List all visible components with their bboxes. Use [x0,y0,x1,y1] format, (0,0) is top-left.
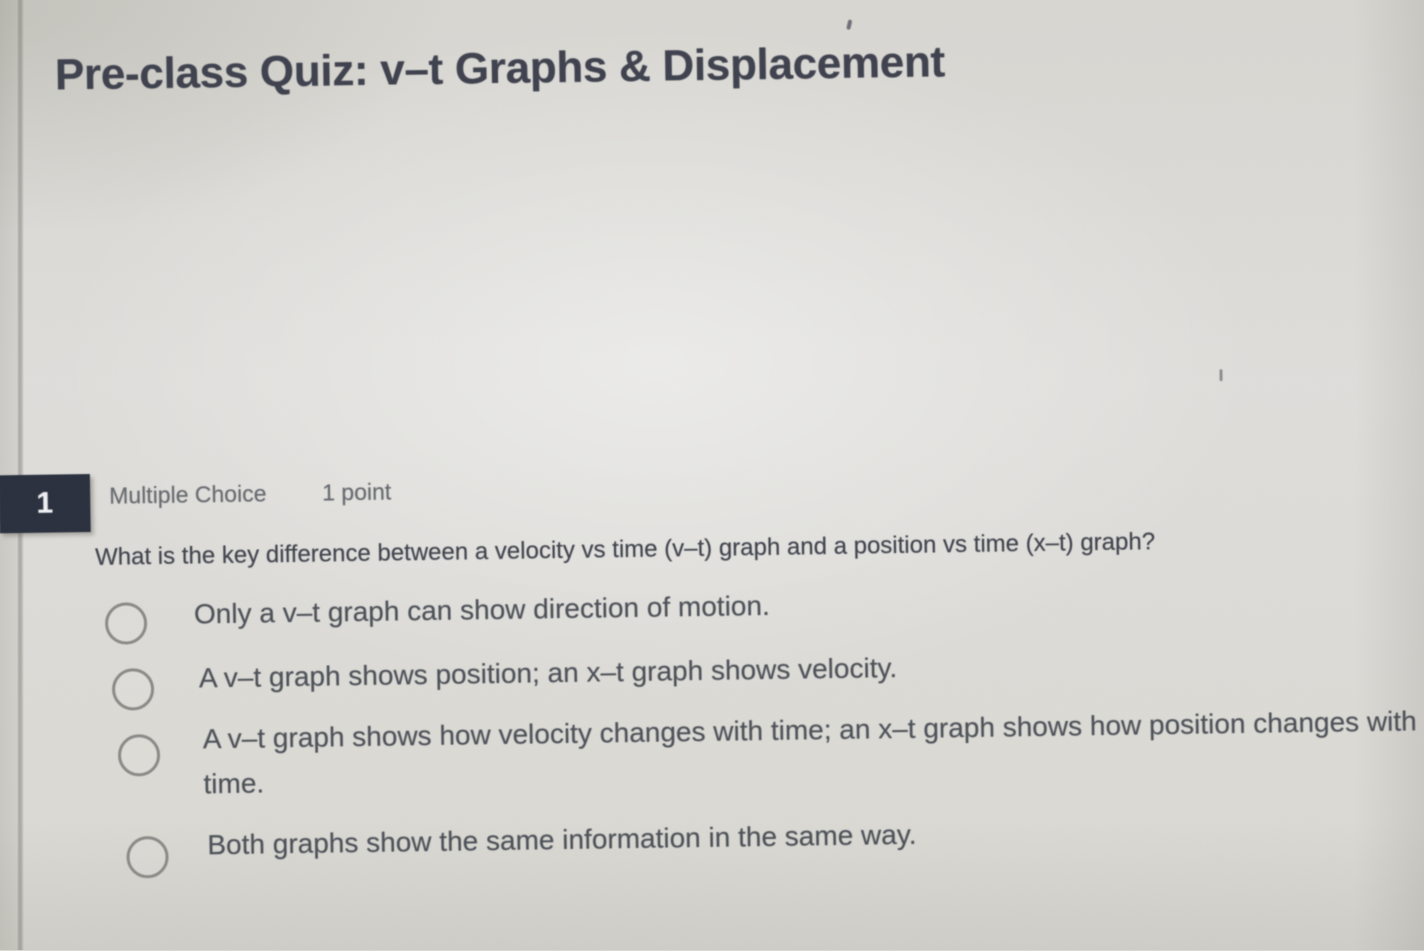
option-label: Both graphs show the same information in the same way. [207,812,917,868]
option-label: A v–t graph shows how velocity changes with time; an x–t graph shows how position changes with time. [202,698,1418,806]
radio-button-icon[interactable] [112,668,155,711]
photo-artifact-dot [846,19,852,30]
question-type-label: Multiple Choice [109,480,267,509]
photo-artifact-dot [1219,369,1222,381]
question-prompt: What is the key difference between a velocity vs time (v–t) graph and a position vs time (x–t) graph? [95,528,1155,572]
radio-button-icon[interactable] [105,602,148,645]
question-points-label: 1 point [322,479,391,507]
radio-button-icon[interactable] [126,836,169,879]
question-number-badge: 1 [0,474,91,533]
quiz-title: Pre-class Quiz: v–t Graphs & Displacement [55,37,946,100]
option-label: A v–t graph shows position; an x–t graph shows velocity. [199,645,898,700]
radio-button-icon[interactable] [118,734,161,777]
option-label: Only a v–t graph can show direction of motion. [194,583,770,637]
